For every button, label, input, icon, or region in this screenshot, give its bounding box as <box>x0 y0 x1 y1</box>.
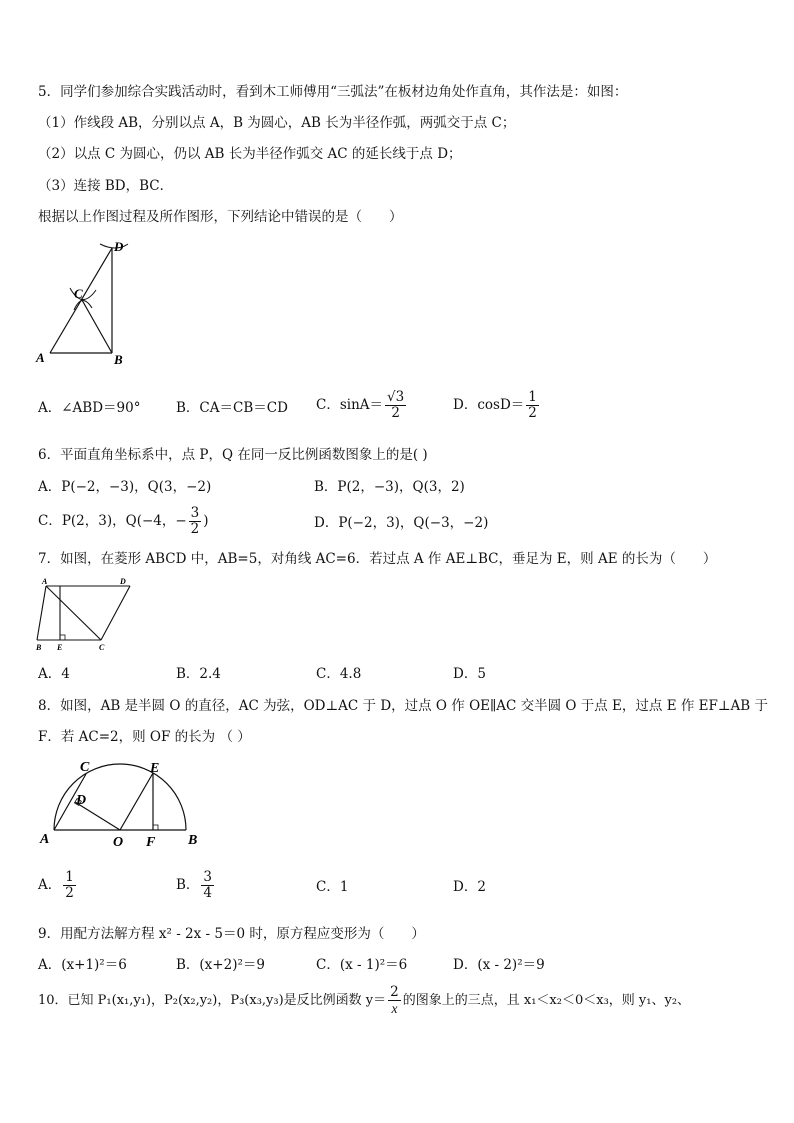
q8-option-c: C．1 <box>316 879 349 895</box>
q8-option-a-prefix: A． <box>38 877 62 893</box>
q6-option-c-den: 2 <box>190 521 200 537</box>
q8-figure <box>36 756 206 852</box>
q5-stem: 5．同学们参加综合实践活动时，看到木工师傅用“三弧法”在板材边角处作直角，其作法是：如图： <box>38 84 628 100</box>
q8-label-c: C <box>80 760 90 775</box>
q5-label-a: A <box>36 350 45 365</box>
q5-step1: （1）作线段 AB，分别以点 A，B 为圆心，AB 长为半径作弧，两弧交于点 C； <box>38 115 516 131</box>
q8-option-b-fraction <box>201 870 214 901</box>
q5-label-d: D <box>114 239 124 254</box>
q7-label-c: C <box>99 643 105 652</box>
q5-option-c <box>316 390 408 421</box>
q10-prefix: 10．已知 P₁(x₁,y₁)，P₂(x₂,y₂)，P₃(x₃,y₃)是反比例函数 y＝ <box>38 993 387 1008</box>
q5-option-d-num: 1 <box>528 389 537 405</box>
q8-stem2: F．若 AC=2，则 OF 的长为 （ ） <box>38 729 251 745</box>
q8-stem: 8．如图，AB 是半圆 O 的直径，AC 为弦，OD⊥AC 于 D，过点 O 作 OE∥AC 交半圆 O 于点 E，过点 E 作 EF⊥AB 于 <box>38 698 769 714</box>
q6-option-c <box>38 506 209 537</box>
q8-label-e: E <box>150 761 160 776</box>
q10-fraction <box>388 985 401 1016</box>
q7-stem: 7．如图，在菱形 ABCD 中，AB=5，对角线 AC=6．若过点 A 作 AE⊥BC，垂足为 E，则 AE 的长为（ ） <box>38 551 717 567</box>
q6-option-c-prefix: C．P(2，3)，Q(−4，− <box>38 513 187 529</box>
q7-label-d: D <box>120 577 126 586</box>
q5-label-c: C <box>74 286 83 301</box>
q5-option-c-prefix: C．sinA＝ <box>316 397 384 413</box>
q5-option-d-fraction <box>526 390 539 421</box>
q5-option-d <box>453 390 541 421</box>
q7-figure <box>34 578 134 654</box>
q7-option-c: C．4.8 <box>316 666 362 682</box>
q5-option-c-num: √3 <box>387 389 405 405</box>
q7-label-a: A <box>42 577 48 586</box>
q8-option-b <box>176 870 216 901</box>
q8-option-a-num: 1 <box>65 869 74 885</box>
q5-option-b: B．CA＝CB＝CD <box>176 400 288 416</box>
q10-stem <box>38 985 690 1016</box>
q6-option-b: B．P(2，−3)，Q(3，2) <box>314 479 465 495</box>
q6-option-d: D．P(−2，3)，Q(−3，−2) <box>314 515 489 531</box>
q9-stem: 9．用配方法解方程 x² - 2x - 5＝0 时，原方程应变形为（ ） <box>38 926 425 942</box>
q8-option-d: D．2 <box>453 879 486 895</box>
q7-label-b: B <box>36 643 42 652</box>
q6-option-c-suffix: ) <box>203 513 209 529</box>
q8-label-a: A <box>40 832 50 847</box>
q5-step2: （2）以点 C 为圆心，仍以 AB 长为半径作弧交 AC 的延长线于点 D； <box>38 146 462 162</box>
q5-option-c-fraction <box>385 390 406 421</box>
q5-option-a: A．∠ABD＝90° <box>38 400 141 416</box>
q8-option-b-num: 3 <box>203 869 213 885</box>
q6-stem: 6．平面直角坐标系中，点 P，Q 在同一反比例函数图象上的是( ) <box>38 447 428 463</box>
q7-option-b: B．2.4 <box>176 666 221 682</box>
q8-label-f: F <box>146 835 156 850</box>
q9-option-c: C．(x - 1)²＝6 <box>316 957 408 973</box>
q5-label-b: B <box>114 352 123 367</box>
q9-option-b: B．(x+2)²＝9 <box>176 957 265 973</box>
q8-option-b-den: 4 <box>203 885 213 901</box>
q5-option-c-den: 2 <box>391 405 400 421</box>
q6-option-c-num: 3 <box>190 505 200 521</box>
q10-den: x <box>391 1001 398 1016</box>
q9-option-d: D．(x - 2)²＝9 <box>453 957 545 973</box>
q10-num: 2 <box>390 984 399 1000</box>
q8-label-b: B <box>188 833 198 848</box>
q6-option-c-fraction <box>189 506 202 537</box>
q8-option-a-den: 2 <box>65 885 74 901</box>
q10-suffix: 的图象上的三点，且 x₁＜x₂＜0＜x₃，则 y₁、y₂、 <box>402 993 691 1008</box>
q9-option-a: A．(x+1)²＝6 <box>38 957 127 973</box>
q6-option-a: A．P(−2，−3)，Q(3，−2) <box>38 479 212 495</box>
q8-option-a-fraction <box>63 870 76 901</box>
q7-option-d: D．5 <box>453 666 486 682</box>
q5-figure <box>30 236 140 368</box>
q5-option-d-den: 2 <box>528 405 537 421</box>
q7-option-a: A．4 <box>38 666 70 682</box>
q7-label-e: E <box>57 643 63 652</box>
q5-step3: （3）连接 BD，BC． <box>38 178 174 194</box>
q8-option-a <box>38 870 78 901</box>
q8-label-d: D <box>76 793 87 808</box>
q8-label-o: O <box>113 835 124 850</box>
q8-option-b-prefix: B． <box>176 877 200 893</box>
q5-question: 根据以上作图过程及所作图形，下列结论中错误的是（ ） <box>38 209 403 225</box>
q5-option-d-prefix: D．cosD＝ <box>453 397 525 413</box>
